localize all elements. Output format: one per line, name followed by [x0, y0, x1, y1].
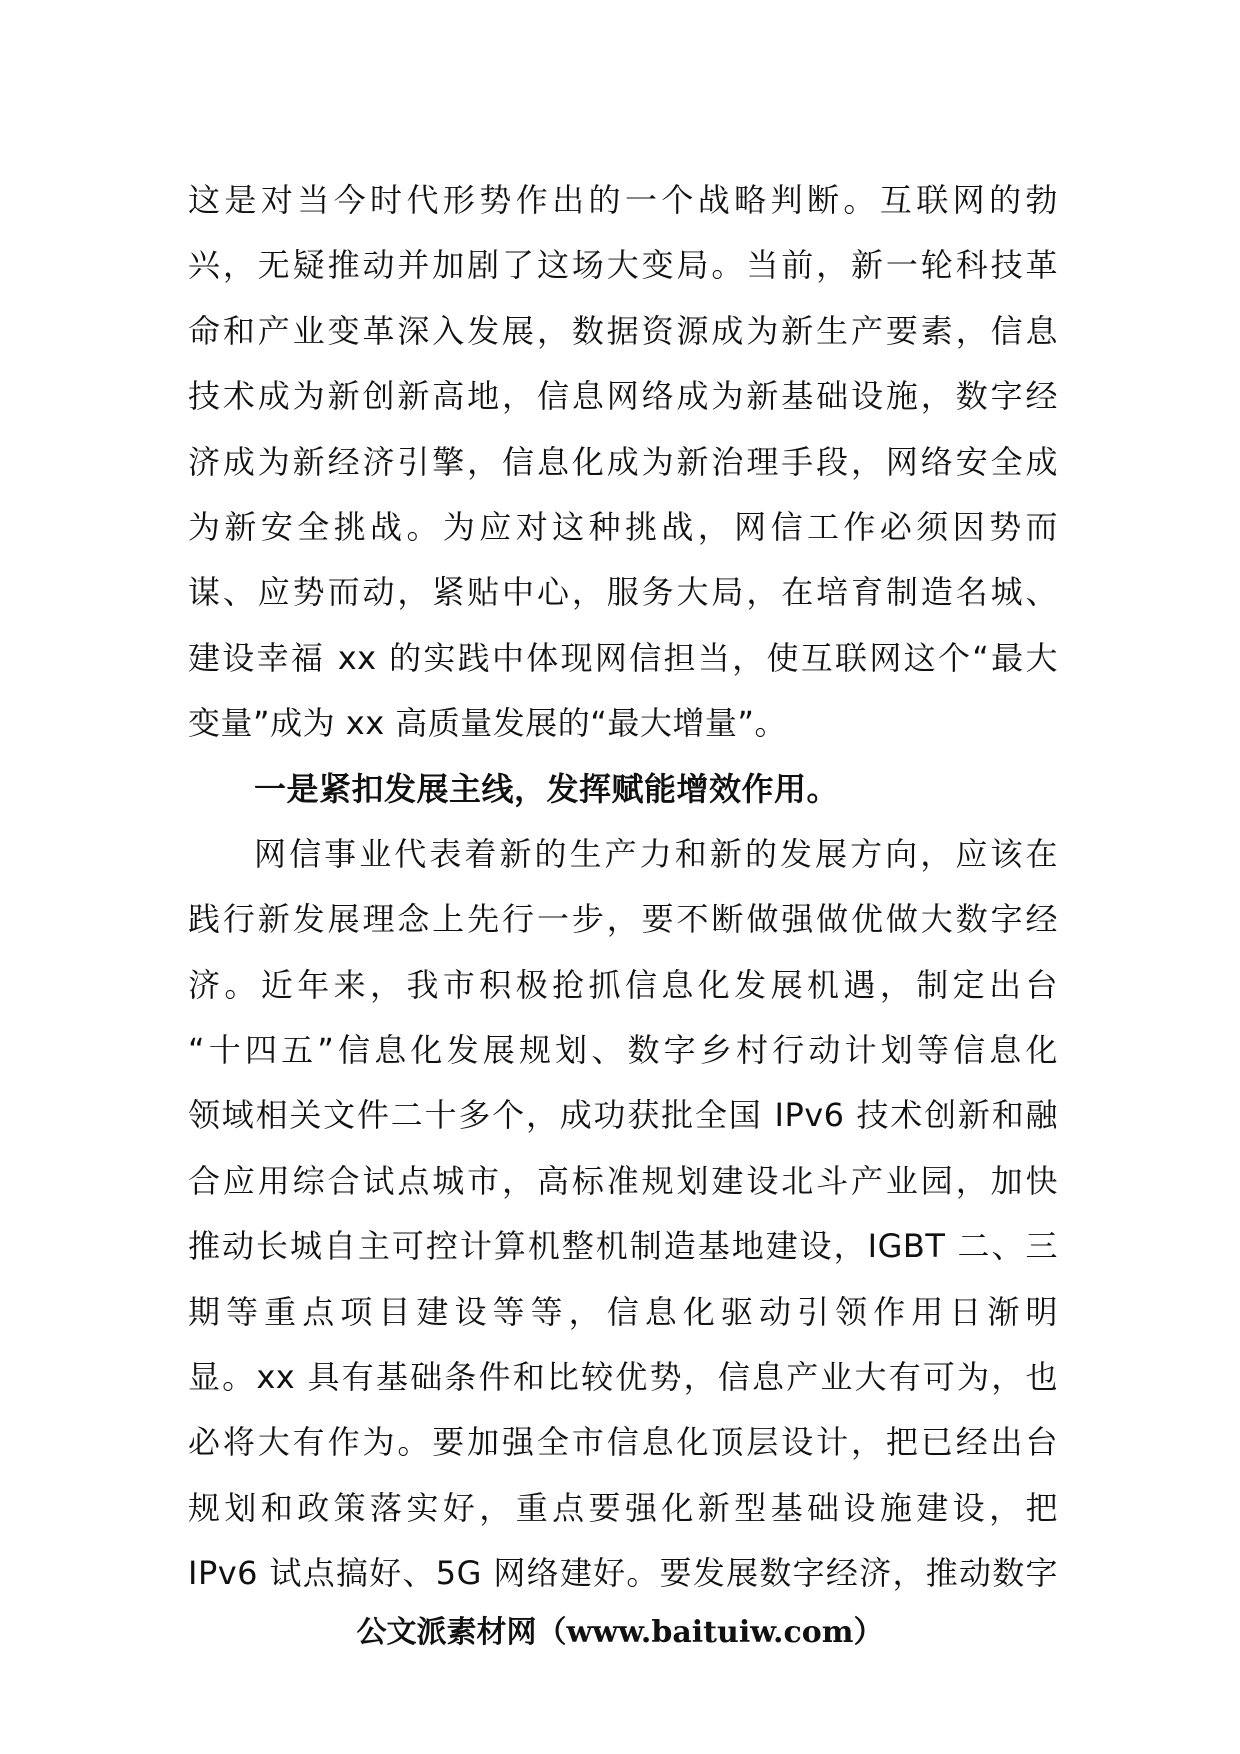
text-line: 期等重点项目建设等等，信息化驱动引领作用日渐明 [188, 1292, 1058, 1331]
document-body [188, 168, 1058, 1607]
text-line: 践行新发展理念上先行一步，要不断做强做优做大数字经 [188, 900, 1058, 939]
text-line: 济。近年来，我市积极抢抓信息化发展机遇，制定出台 [188, 965, 1058, 1004]
text-line: 合应用综合试点城市，高标准规划建设北斗产业园，加快 [188, 1161, 1058, 1200]
text-line: “十四五”信息化发展规划、数字乡村行动计划等信息化 [188, 1031, 1058, 1070]
text-line: 领域相关文件二十多个，成功获批全国 IPv6 技术创新和融 [188, 1096, 1058, 1135]
text-line: 网信事业代表着新的生产力和新的发展方向，应该在 [254, 834, 1058, 873]
text-line: 济成为新经济引擎，信息化成为新治理手段，网络安全成 [188, 442, 1058, 481]
text-line: 必将大有作为。要加强全市信息化顶层设计，把已经出台 [188, 1423, 1058, 1462]
text-line: 显。xx 具有基础条件和比较优势，信息产业大有可为，也 [188, 1358, 1058, 1397]
text-line: 技术成为新创新高地，信息网络成为新基础设施，数字经 [188, 377, 1058, 416]
text-line: IPv6 试点搞好、5G 网络建好。要发展数字经济，推动数字 [188, 1554, 1058, 1593]
text-line: 建设幸福 xx 的实践中体现网信担当，使互联网这个“最大 [188, 638, 1058, 677]
text-line: 兴，无疑推动并加剧了这场大变局。当前，新一轮科技革 [188, 246, 1058, 285]
page-footer: 公文派素材网（www.baituiw.com） [356, 1615, 884, 1650]
text-line: 变量”成为 xx 高质量发展的“最大增量”。 [188, 704, 787, 743]
text-line: 谋、应势而动，紧贴中心，服务大局，在培育制造名城、 [188, 573, 1058, 612]
section-heading: 一是紧扣发展主线，发挥赋能增效作用。 [254, 769, 840, 808]
text-line: 命和产业变革深入发展，数据资源成为新生产要素，信息 [188, 311, 1058, 350]
text-line: 这是对当今时代形势作出的一个战略判断。互联网的勃 [188, 181, 1058, 219]
text-line: 推动长城自主可控计算机整机制造基地建设，IGBT 二、三 [188, 1227, 1058, 1266]
text-line: 规划和政策落实好，重点要强化新型基础设施建设，把 [188, 1488, 1058, 1527]
text-line: 为新安全挑战。为应对这种挑战，网信工作必须因势而 [188, 507, 1058, 546]
